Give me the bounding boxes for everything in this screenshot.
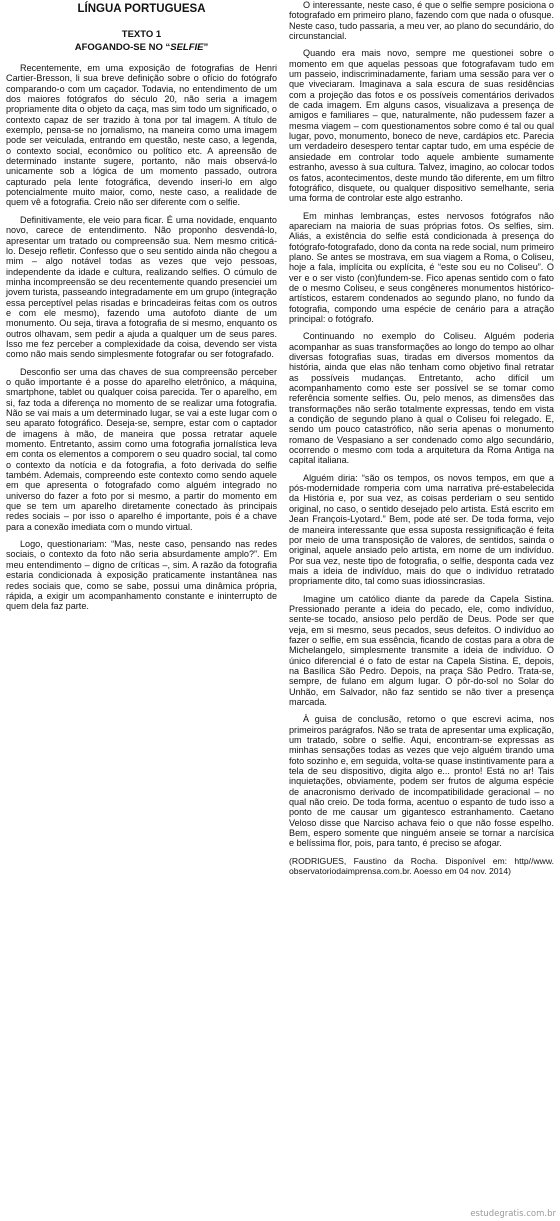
- source-citation: (RODRIGUES, Faustino da Rocha. Disponível em: http//www. observatoriodaimprensa.com.br. Aoesso em 04 nov. 2014): [289, 855, 554, 876]
- text-label: TEXTO 1: [121, 29, 162, 40]
- paragraph: Em minhas lembranças, estes nervosos fotógrafos não apareciam na maioria de suas próprias fotos. Os selfies, sim. Aliás, a existência do selfie está condicionada à presença do fotógrafo-fotografado, dono da conta na rede social, num primeiro plano. Se antes se mostrava, em sua viagem a Roma, o Coliseu, hoje a fala, implícita ou explícita, é “este sou eu no Coliseu”. O ver e o ser visto (con)fundem-se. Fico apenas sentido com o fato de o mesmo Coliseu, e seus congêneres monumentos histórico-artísticos, estarem condenados ao segundo plano, no fundo da fotografia, compondo uma espécie de cenário para a atração principal: o fotógrafo.: [289, 210, 554, 324]
- article-title: [6, 42, 277, 53]
- site-credit: estudegratis.com.br: [470, 1209, 556, 1219]
- article-title-prefix: AFOGANDO-SE NO “: [74, 42, 171, 53]
- left-column: [6, 0, 277, 619]
- section-title: LÍNGUA PORTUGUESA: [77, 3, 206, 15]
- paragraph: Recentemente, em uma exposição de fotografias de Henri Cartier-Bresson, li sua breve definição sobre o ofício do fotógrafo comparando-o com um caçador. Todavia, no entendimento de um dos maiores fotógrafos do século 20, não seria a imagem propriamente dita o objeto da caça, mas sim todo um significado, o contexto capaz de ser trazido à tona por tal imagem. A título de exemplo, pensa-se no jornalismo, na maneira como uma imagem pode ser veiculada, entrando em questão, neste caso, a legenda, o contexto social, econômico ou político etc. A apreensão de determinado instante sugere, portanto, não mais observá-lo unicamente sob a lógica de um momento passado, outrora capturado pela lente fotográfica, devendo inseri-lo em algo potencialmente muito maior, como, neste caso, a realidade de quem vê a fotografia. Creio não ser diferente com o selfie.: [6, 63, 277, 208]
- paragraph: À guisa de conclusão, retomo o que escrevi acima, nos primeiros parágrafos. Não se trata de apresentar uma explicação, um tratado, sobre o selfie. Aqui, encontram-se expressas as minhas sensações todas as vezes que vejo alguém tirando uma foto sozinho e, em seguida, volta-se quase instintivamente para a tela de seu dispositivo, digita algo e... pronto! Está no ar! Tais inquietações, obviamente, podem ser frutos de alguma espécie de anacronismo derivado de incompatibilidade geracional – no qual não creio. De toda forma, acentuo o espanto de tudo isso a ponto de me causar um gigantesco estranhamento. Caetano Veloso disse que Narciso achava feio o que não fosse espelho. Bem, espero somente que ninguém anseie se tornar a narcísica e belíssima flor, pois, para tanto, é preciso se afogar.: [289, 714, 554, 849]
- article-title-word: SELFIE: [170, 42, 204, 53]
- exam-page: [6, 0, 554, 1221]
- paragraph: Imagine um católico diante da parede da Capela Sistina. Pressionado perante a ideia do pecado, ele, como indivíduo, sente-se tocado, ansioso pelo perdão de Deus. Pode ser que veja, em si mesmo, seus pecados, seus defeitos. O indivíduo ao fazer o selfie, em sua essência, ficando de costas para a obra de Michelangelo, simplesmente transmite a ideia de indivíduo. O único diferencial é o fato de estar na Capela Sistina. E, depois, na Basílica São Pedro. Depois, na praça São Pedro. Trata-se, sempre, de fulano em algum lugar. O pôr-do-sol no Solar do Unhão, em Salvador, não faz sentido se não tiver a presença marcada.: [289, 593, 554, 707]
- paragraph: Quando era mais novo, sempre me questionei sobre o momento em que aquelas pessoas que fotografavam tudo em um passeio, indiscriminadamente, fariam uma sessão para ver o que viveciaram. Imaginava a sala escura de suas residências com a projeção das fotos e os possíveis comentários derivados de cada imagem. Em alguns casos, visualizava a presença de amigos e familiares – que, naturalmente, não pudessem fazer a mesma viagem – com questionamentos sobre como é tal ou qual lugar, povo, monumento, boneco de neve, cardápios etc. Parecia um verdadeiro desespero tentar captar tudo, em uma espécie de ansiedade em controlar todo aquele ambiente sumamente estranho, avesso à sua cultura. Talvez, imagino, ao colocar todos os fatos, acontecimentos, deste mundo tão diferente, em um filtro fotográfico, disquete, ou qualquer dispositivo semelhante, seria uma forma de controlar este algo estranho.: [289, 48, 554, 204]
- paragraph: Alguém diria: “são os tempos, os novos tempos, em que a pós-modernidade romperia com uma narrativa pré-estabelecida da História e, por sua vez, as coisas perderiam o seu sentido original, no caso, o sentido desejado pelo artista. Está escrito em Jean François-Lyotard.” Bem, pode até ser. De toda forma, vejo de maneira interessante que essa suposta ressignificação é feita por meio de uma transposição de valores, de sentidos, sainda o original, aquele ansiado pelo artista, em nome de um indivíduo. Por sua vez, neste tipo de fotografia, o selfie, desponta cada vez mais a ideia de indivíduo, mais do que o indivíduo retratado propriamente dito, tal como suas idiossincrasias.: [289, 472, 554, 587]
- right-column: [289, 0, 554, 876]
- article-title-suffix: ”: [203, 42, 209, 53]
- paragraph: Continuando no exemplo do Coliseu. Alguém poderia acompanhar as suas transformações ao longo do tempo ao olhar diversas fotografias suas, tiradas em diversos momentos da história, ainda que elas não tenham como objetivo final retratar as possíveis mudanças. Entretanto, acho difícil um acompanhamento como este ser possível se se tomar como referência somente selfies. Ou, pelo menos, as dimensões das transformações não serão totalmente expressas, tendo em vista a condição de segundo plano à qual o Coliseu foi relegado. E, sendo um pouco catastrófico, não seria apenas o monumento romano de Vespasiano a ser condenado como algo secundário, ocorrendo o mesmo com toda a arquitetura da Roma Antiga na capital italiana.: [289, 331, 554, 466]
- paragraph: Desconfio ser uma das chaves de sua compreensão perceber o quão importante é a posse do aparelho eletrônico, a máquina, smartphone, tablet ou qualquer coisa parecida. Ter o aparelho, em si, faz toda a diferença no momento de se realizar uma fotografia. Não se vai mais a um determinado lugar, se vai a este lugar com o seu aparato fotográfico. Deseja-se, sempre, estar com o captador de imagens à mão, de maneira que possa retratar aquele momento. Entretanto, assim como uma fotografia jornalística leva em conta os elementos a comporem o seu quadro social, tal como o contexto da notícia e da fotografia, a foto derivada do selfie também. Ademais, compreendo este contexto como sendo aquele em que apresenta o fotografado como alguém integrado no universo do fazer a foto por si mesmo, a partir do momento em que se tem um aparelho diretamente conectado às principais redes sociais – por isso o aparelho é importante, pois é a chave para a conexão imediata com o mundo virtual.: [6, 366, 277, 532]
- paragraph: Logo, questionariam: “Mas, neste caso, pensando nas redes sociais, o contexto da foto não seria absurdamente amplo?”. Em meu entendimento – digno de críticas –, sim. A razão da fotografia estaria condicionada à exposição praticamente instantânea nas redes sociais que, como se sabe, possui uma dinâmica própria, rápida, a exigir um acompanhamento constante e ininterrupto de quem dela faz parte.: [6, 539, 277, 612]
- paragraph: O interessante, neste caso, é que o selfie sempre posiciona o fotografado em primeiro plano, fazendo com que nada o ofusque. Neste caso, tudo passaria, a meu ver, ao plano do secundário, do circunstancial.: [289, 0, 554, 42]
- paragraph: Definitivamente, ele veio para ficar. É uma novidade, enquanto novo, carece de entendimento. Não proponho desvendá-lo, apresentar um tratado ou compreensão sua. Nem mesmo criticá-lo. Desejo refletir. Confesso que o seu sentido ainda não chegou a mim – algo notável todas as vezes que vejo pessoas, independente da idade e cultura, realizando selfies. O cúmulo de minha incompreensão se deu recentemente quando presenciei um jovem turista, passeando integradamente em um grupo (integração essa perceptível pelas risadas e brincadeiras feitas com os outros e com ele mesmo), fazendo uma autofoto diante de um monumento. Ou seja, tirava a fotografia de si mesmo, enquanto os outros olhavam, sem pedir a ajuda a qualquer um de seus pares. Isso me fez perceber a complexidade da coisa, devendo ser vista como não mais sendo simplesmente fotografar ou ser fotografado.: [6, 214, 277, 360]
